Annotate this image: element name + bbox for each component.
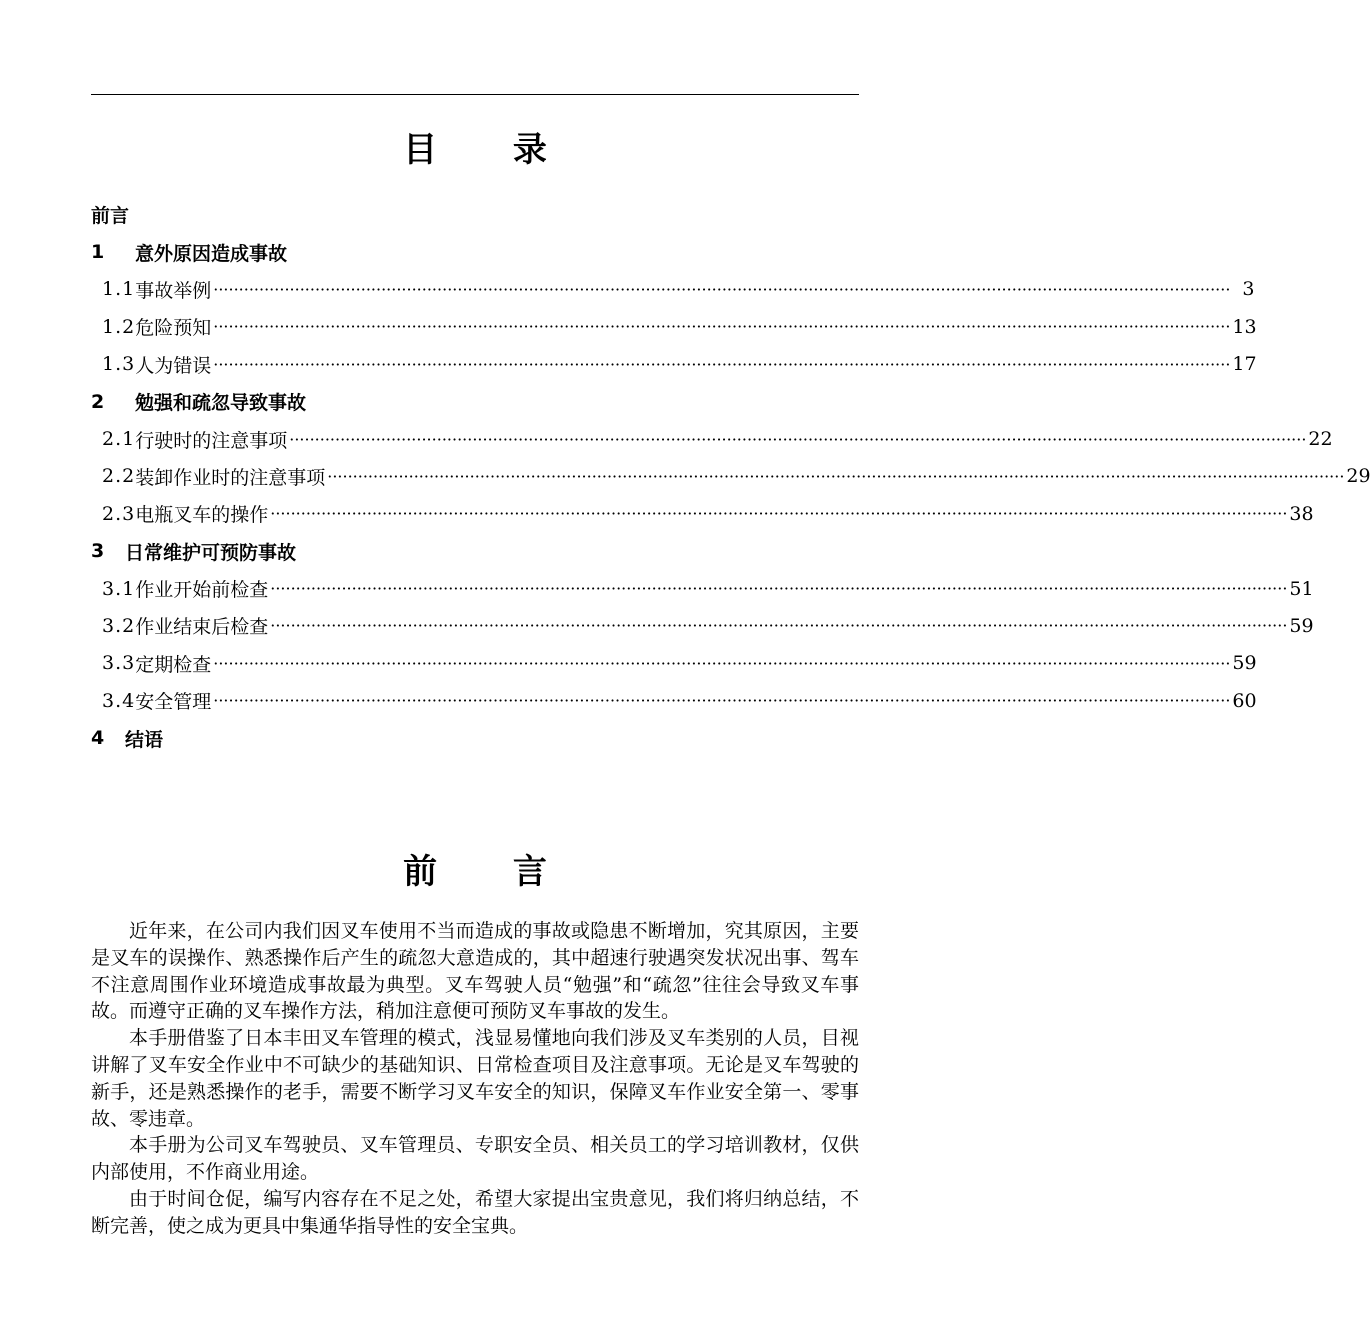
preface-paragraph: 近年来，在公司内我们因叉车使用不当而造成的事故或隐患不断增加，究其原因，主要是叉车的误操作、熟悉操作后产生的疏忽大意造成的，其中超速行驶遇突发状况出事、驾车不注意周围作业环境造成事故最为典型。叉车驾驶人员“勉强”和“疏忽”往往会导致叉车事故。而遵守正确的叉车操作方法，稍加注意便可预防叉车事故的发生。 bbox=[91, 920, 859, 1023]
toc-entry-number: 3.1 bbox=[102, 577, 136, 600]
toc-entry-page: 51 bbox=[1289, 577, 1314, 600]
toc-entry-1-3[interactable] bbox=[91, 346, 1257, 383]
toc-entry-1-2[interactable] bbox=[91, 308, 1257, 345]
preface-title: 前 言 bbox=[403, 852, 579, 892]
toc-entry-label: 安全管理 bbox=[135, 691, 212, 714]
toc-entry-2-2[interactable] bbox=[91, 458, 1371, 495]
toc-entry-number: 3.4 bbox=[102, 689, 136, 712]
table-of-contents bbox=[91, 196, 1371, 757]
toc-heading-1[interactable] bbox=[91, 233, 859, 270]
toc-leader-dots: ········································································································································································································ bbox=[213, 279, 1231, 299]
toc-entry-number: 3.3 bbox=[102, 652, 136, 675]
header-rule bbox=[91, 94, 859, 95]
toc-entry-3-2[interactable] bbox=[91, 607, 1314, 644]
toc-heading-preface[interactable] bbox=[91, 196, 859, 233]
toc-leader-dots: ········································································································································································································ bbox=[213, 653, 1231, 673]
toc-entry-number: 1.1 bbox=[102, 278, 136, 301]
toc-entry-label: 事故举例 bbox=[135, 279, 212, 302]
toc-entry-label: 电瓶叉车的操作 bbox=[135, 504, 269, 527]
toc-entry-page: 29 bbox=[1346, 465, 1371, 488]
toc-entry-page: 17 bbox=[1232, 353, 1257, 376]
toc-entry-number: 2.3 bbox=[102, 502, 136, 525]
toc-heading-label: 勉强和疏忽导致事故 bbox=[135, 392, 307, 415]
toc-entry-page: 3 bbox=[1242, 278, 1255, 301]
toc-heading-label: 前言 bbox=[91, 205, 130, 228]
preface-body bbox=[91, 918, 859, 1240]
toc-entry-label: 定期检查 bbox=[135, 653, 212, 676]
toc-heading-4[interactable] bbox=[91, 719, 859, 756]
toc-heading-number: 1 bbox=[91, 241, 105, 264]
toc-entry-page: 22 bbox=[1308, 428, 1333, 451]
toc-leader-dots: ········································································································································································································ bbox=[270, 579, 1288, 599]
toc-leader-dots: ········································································································································································································ bbox=[270, 616, 1288, 636]
toc-entry-page: 59 bbox=[1232, 652, 1257, 675]
toc-entry-3-3[interactable] bbox=[91, 645, 1257, 682]
toc-leader-dots: ········································································································································································································ bbox=[213, 354, 1231, 374]
toc-entry-1-1[interactable] bbox=[91, 271, 1255, 308]
toc-entry-number: 3.2 bbox=[102, 614, 136, 637]
toc-entry-label: 人为错误 bbox=[135, 354, 212, 377]
toc-entry-page: 38 bbox=[1289, 502, 1314, 525]
preface-paragraph: 本手册为公司叉车驾驶员、叉车管理员、专职安全员、相关员工的学习培训教材，仅供内部使用，不作商业用途。 bbox=[91, 1134, 859, 1184]
toc-entry-page: 60 bbox=[1232, 689, 1257, 712]
toc-heading-number: 4 bbox=[91, 727, 105, 750]
toc-leader-dots: ········································································································································································································ bbox=[327, 466, 1345, 486]
toc-entry-page: 13 bbox=[1232, 315, 1257, 338]
toc-entry-2-3[interactable] bbox=[91, 495, 1314, 532]
toc-heading-3[interactable] bbox=[91, 533, 859, 570]
toc-title: 目 录 bbox=[403, 130, 579, 170]
toc-leader-dots: ········································································································································································································ bbox=[289, 429, 1307, 449]
preface-paragraph: 由于时间仓促，编写内容存在不足之处，希望大家提出宝贵意见，我们将归纳总结，不断完善，使之成为更具中集通华指导性的安全宝典。 bbox=[91, 1187, 859, 1237]
toc-heading-number: 3 bbox=[91, 540, 105, 563]
toc-heading-label: 日常维护可预防事故 bbox=[125, 541, 297, 564]
toc-entry-label: 作业开始前检查 bbox=[135, 579, 269, 602]
toc-entry-number: 1.3 bbox=[102, 353, 136, 376]
toc-heading-2[interactable] bbox=[91, 383, 859, 420]
preface-paragraph: 本手册借鉴了日本丰田叉车管理的模式，浅显易懂地向我们涉及叉车类别的人员，目视讲解了叉车安全作业中不可缺少的基础知识、日常检查项目及注意事项。无论是叉车驾驶的新手，还是熟悉操作的老手，需要不断学习叉车安全的知识，保障叉车作业安全第一、零事故、零违章。 bbox=[91, 1027, 859, 1130]
toc-entry-label: 危险预知 bbox=[135, 317, 212, 340]
toc-entry-number: 2.1 bbox=[102, 428, 136, 451]
toc-entry-number: 2.2 bbox=[102, 465, 136, 488]
toc-entry-2-1[interactable] bbox=[91, 420, 1333, 457]
toc-leader-dots: ········································································································································································································ bbox=[270, 504, 1288, 524]
toc-heading-number: 2 bbox=[91, 390, 105, 413]
toc-heading-label: 结语 bbox=[125, 728, 164, 751]
toc-heading-label: 意外原因造成事故 bbox=[135, 242, 288, 265]
toc-entry-3-4[interactable] bbox=[91, 682, 1257, 719]
toc-leader-dots: ········································································································································································································ bbox=[213, 317, 1231, 337]
toc-entry-label: 行驶时的注意事项 bbox=[135, 429, 288, 452]
toc-leader-dots: ········································································································································································································ bbox=[213, 691, 1231, 711]
toc-entry-3-1[interactable] bbox=[91, 570, 1314, 607]
toc-entry-page: 59 bbox=[1289, 614, 1314, 637]
toc-entry-label: 作业结束后检查 bbox=[135, 616, 269, 639]
toc-entry-label: 装卸作业时的注意事项 bbox=[135, 466, 326, 489]
toc-entry-number: 1.2 bbox=[102, 315, 136, 338]
